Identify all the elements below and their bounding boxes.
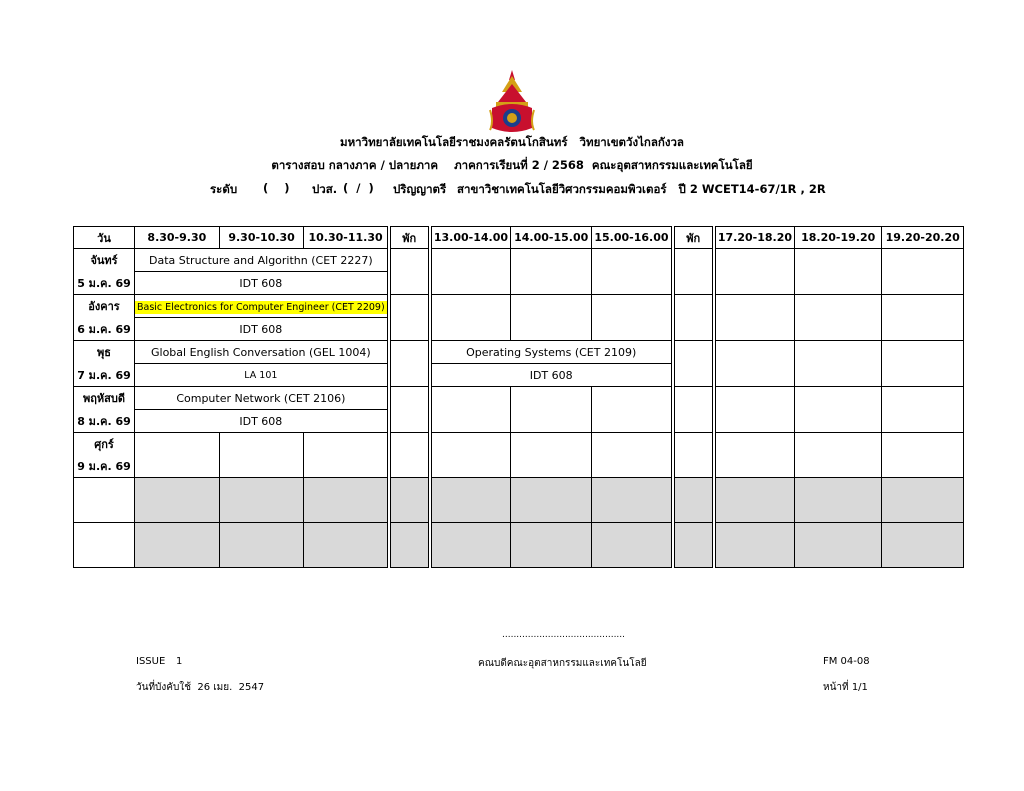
room-cell: IDT 608 (135, 410, 389, 433)
issue-number: 1 (176, 656, 183, 667)
empty-cell (511, 387, 592, 433)
day-date: 9 ม.ค. 69 (74, 455, 135, 478)
grey-cell (511, 478, 592, 523)
empty-cell (882, 387, 964, 433)
empty-cell (882, 341, 964, 387)
room-cell: IDT 608 (430, 364, 673, 387)
empty-cell (430, 433, 511, 478)
empty-cell (592, 433, 673, 478)
bachelor-label: ปริญญาตรี (393, 182, 447, 196)
empty-cell (882, 249, 964, 295)
empty-cell (430, 387, 511, 433)
exam-title: ตารางสอบ กลางภาค / ปลายภาค ภาคการเรียนที่ 2 / 2568 คณะอุตสาหกรรมและเทคโนโลยี (271, 158, 753, 172)
empty-cell (795, 249, 882, 295)
grey-cell (135, 478, 220, 523)
empty-cell (592, 249, 673, 295)
break-cell (389, 249, 430, 295)
grey-cell (135, 523, 220, 568)
empty-cell (714, 433, 795, 478)
empty-cell (430, 295, 511, 341)
grey-cell (304, 523, 389, 568)
column-header: 9.30-10.30 (219, 227, 304, 249)
university-emblem-icon (488, 70, 536, 136)
column-header: 14.00-15.00 (511, 227, 592, 249)
break-cell (673, 341, 714, 387)
empty-cell (714, 341, 795, 387)
table-row-blank (74, 478, 964, 523)
empty-cell (714, 387, 795, 433)
day-name: จันทร์ (74, 249, 135, 272)
empty-cell (511, 433, 592, 478)
day-date: 8 ม.ค. 69 (74, 410, 135, 433)
grey-cell (430, 478, 511, 523)
bachelor-checkbox: ( / ) (343, 181, 374, 195)
page-number: หน้าที่ 1/1 (823, 682, 868, 693)
grey-cell (714, 478, 795, 523)
empty-cell (592, 295, 673, 341)
grey-cell (592, 523, 673, 568)
column-header: 17.20-18.20 (714, 227, 795, 249)
table-row (74, 295, 964, 318)
empty-cell (430, 249, 511, 295)
course-cell: Computer Network (CET 2106) (135, 387, 389, 410)
empty-cell (74, 523, 135, 568)
level-label: ระดับ (210, 182, 238, 196)
day-date: 6 ม.ค. 69 (74, 318, 135, 341)
exam-schedule-table (73, 226, 964, 568)
form-code: FM 04-08 (823, 656, 870, 667)
day-name: ศุกร์ (74, 433, 135, 456)
break-cell (673, 295, 714, 341)
day-name: พุธ (74, 341, 135, 364)
break-cell (389, 433, 430, 478)
column-header: พัก (673, 227, 714, 249)
room-cell: IDT 608 (135, 318, 389, 341)
table-row (74, 249, 964, 272)
empty-cell (304, 433, 389, 478)
pvs-label: ปวส. (312, 182, 338, 196)
table-header-row (74, 227, 964, 249)
table-row-blank (74, 523, 964, 568)
issue-label: ISSUE (136, 656, 166, 667)
empty-cell (511, 295, 592, 341)
grey-cell (511, 523, 592, 568)
empty-cell (795, 341, 882, 387)
empty-cell (795, 433, 882, 478)
day-name: อังคาร (74, 295, 135, 318)
column-header: วัน (74, 227, 135, 249)
grey-cell (592, 478, 673, 523)
column-header: 15.00-16.00 (592, 227, 673, 249)
column-header: 10.30-11.30 (304, 227, 389, 249)
grey-cell (304, 478, 389, 523)
grey-cell (882, 523, 964, 568)
day-date: 5 ม.ค. 69 (74, 272, 135, 295)
empty-cell (135, 433, 220, 478)
pvs-checkbox: ( ) (263, 181, 290, 195)
empty-cell (592, 387, 673, 433)
program-label: สาขาวิชาเทคโนโลยีวิศวกรรมคอมพิวเตอร์ ปี 2 WCET14-67/1R , 2R (457, 182, 826, 196)
table-row (74, 341, 964, 364)
university-title: มหาวิทยาลัยเทคโนโลยีราชมงคลรัตนโกสินทร์ วิทยาเขตวังไกลกังวล (340, 135, 684, 149)
grey-cell (882, 478, 964, 523)
grey-cell (219, 478, 304, 523)
day-date: 7 ม.ค. 69 (74, 364, 135, 387)
table-row (74, 433, 964, 456)
signature-line: ........................................... (502, 630, 626, 640)
grey-cell (673, 523, 714, 568)
course-name: Basic Electronics for Computer Engineer (CET 2209) (137, 301, 385, 313)
break-cell (389, 295, 430, 341)
break-cell (389, 341, 430, 387)
break-cell (673, 433, 714, 478)
grey-cell (795, 523, 882, 568)
effective-date: วันที่บังคับใช้ 26 เมย. 2547 (136, 682, 265, 693)
grey-cell (389, 478, 430, 523)
empty-cell (714, 295, 795, 341)
empty-cell (714, 249, 795, 295)
empty-cell (219, 433, 304, 478)
empty-cell (795, 387, 882, 433)
course-cell: Operating Systems (CET 2109) (430, 341, 673, 364)
grey-cell (430, 523, 511, 568)
empty-cell (882, 433, 964, 478)
column-header: 8.30-9.30 (135, 227, 220, 249)
empty-cell (74, 478, 135, 523)
column-header: พัก (389, 227, 430, 249)
break-cell (673, 249, 714, 295)
grey-cell (389, 523, 430, 568)
break-cell (389, 387, 430, 433)
break-cell (673, 387, 714, 433)
dean-title: คณบดีคณะอุตสาหกรรมและเทคโนโลยี (478, 658, 647, 669)
column-header: 13.00-14.00 (430, 227, 511, 249)
column-header: 18.20-19.20 (795, 227, 882, 249)
grey-cell (795, 478, 882, 523)
room-cell: LA 101 (135, 364, 389, 387)
table-row (74, 387, 964, 410)
course-cell: Data Structure and Algorithn (CET 2227) (135, 249, 389, 272)
course-cell: Global English Conversation (GEL 1004) (135, 341, 389, 364)
grey-cell (673, 478, 714, 523)
column-header: 19.20-20.20 (882, 227, 964, 249)
empty-cell (511, 249, 592, 295)
empty-cell (882, 295, 964, 341)
room-cell: IDT 608 (135, 272, 389, 295)
empty-cell (795, 295, 882, 341)
grey-cell (219, 523, 304, 568)
grey-cell (714, 523, 795, 568)
course-cell-highlighted (135, 295, 389, 318)
day-name: พฤหัสบดี (74, 387, 135, 410)
